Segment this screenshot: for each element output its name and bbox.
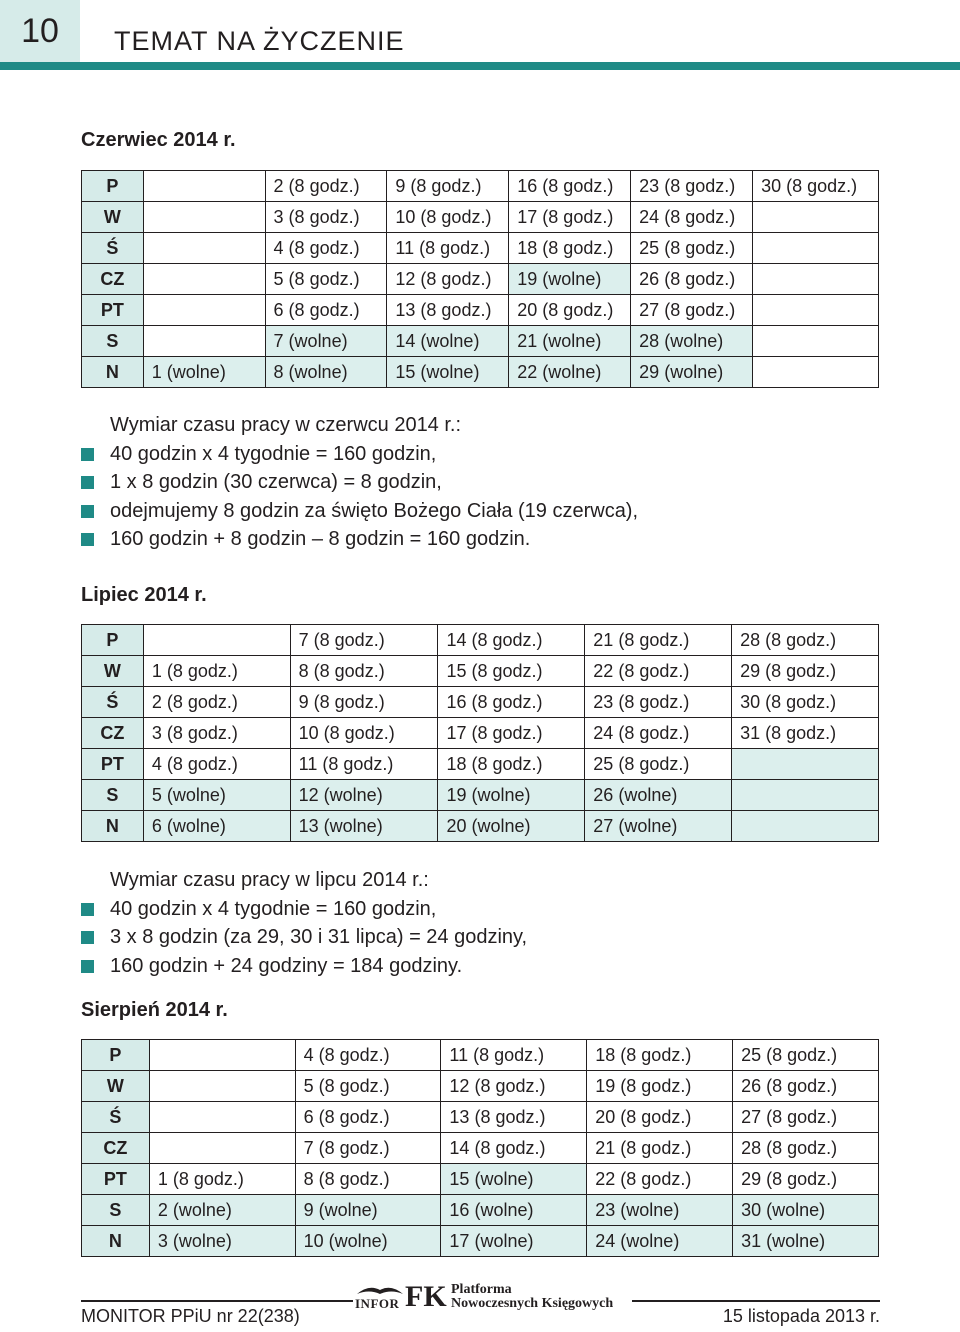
day-cell: 19 (8 godz.): [587, 1071, 733, 1102]
summary-item-text: 160 godzin + 24 godziny = 184 godziny.: [110, 954, 463, 977]
day-cell: [143, 326, 265, 357]
day-cell: 27 (8 godz.): [733, 1102, 879, 1133]
day-cell: 8 (wolne): [265, 357, 387, 388]
day-cell: 26 (8 godz.): [733, 1071, 879, 1102]
day-cell: 17 (8 godz.): [438, 718, 585, 749]
day-cell: 2 (8 godz.): [143, 687, 290, 718]
day-cell: [753, 233, 879, 264]
day-cell: 7 (wolne): [265, 326, 387, 357]
day-cell: 10 (8 godz.): [387, 202, 509, 233]
table-row: [82, 264, 879, 295]
weekday-label: N: [82, 1226, 150, 1257]
summary-heading: Wymiar czasu pracy w lipcu 2014 r.:: [110, 869, 429, 891]
weekday-label: PT: [82, 295, 144, 326]
logo-line2: Nowoczesnych Księgowych: [451, 1296, 614, 1311]
august-calendar-table: [81, 1039, 879, 1257]
table-row: [82, 1071, 879, 1102]
day-cell: 16 (8 godz.): [438, 687, 585, 718]
square-bullet-icon: [81, 505, 94, 518]
table-row: [82, 326, 879, 357]
day-cell: 1 (8 godz.): [149, 1164, 295, 1195]
day-cell: 21 (8 godz.): [587, 1133, 733, 1164]
day-cell: 1 (wolne): [143, 357, 265, 388]
day-cell: 18 (8 godz.): [587, 1040, 733, 1071]
summary-item: [81, 923, 527, 952]
day-cell: [753, 326, 879, 357]
table-row: [82, 625, 879, 656]
day-cell: 17 (wolne): [441, 1226, 587, 1257]
day-cell: [149, 1102, 295, 1133]
day-cell: 22 (8 godz.): [587, 1164, 733, 1195]
day-cell: 20 (8 godz.): [587, 1102, 733, 1133]
logo-line1: Platforma: [451, 1282, 512, 1297]
day-cell: 23 (wolne): [587, 1195, 733, 1226]
footer-rule-right: [632, 1300, 880, 1302]
june-summary: [81, 411, 638, 554]
day-cell: 22 (8 godz.): [585, 656, 732, 687]
day-cell: 25 (8 godz.): [585, 749, 732, 780]
day-cell: 30 (wolne): [733, 1195, 879, 1226]
day-cell: 11 (8 godz.): [441, 1040, 587, 1071]
summary-item: [81, 468, 638, 497]
day-cell: 11 (8 godz.): [290, 749, 438, 780]
day-cell: [732, 780, 879, 811]
august-title: Sierpień 2014 r.: [81, 999, 228, 1021]
footer-date: 15 listopada 2013 r.: [722, 1306, 880, 1326]
table-row: [82, 171, 879, 202]
day-cell: [143, 264, 265, 295]
day-cell: 24 (8 godz.): [631, 202, 753, 233]
table-row: [82, 811, 879, 842]
day-cell: 29 (8 godz.): [733, 1164, 879, 1195]
day-cell: 26 (8 godz.): [631, 264, 753, 295]
day-cell: 3 (8 godz.): [265, 202, 387, 233]
weekday-label: CZ: [82, 1133, 150, 1164]
day-cell: 15 (wolne): [441, 1164, 587, 1195]
weekday-label: N: [82, 811, 144, 842]
weekday-label: W: [82, 1071, 150, 1102]
day-cell: [753, 264, 879, 295]
table-row: [82, 687, 879, 718]
table-row: [82, 656, 879, 687]
day-cell: [143, 171, 265, 202]
logo-infor-text: INFOR: [355, 1296, 400, 1311]
day-cell: [753, 295, 879, 326]
day-cell: 23 (8 godz.): [585, 687, 732, 718]
weekday-label: S: [82, 326, 144, 357]
day-cell: 5 (wolne): [143, 780, 290, 811]
day-cell: 8 (8 godz.): [295, 1164, 441, 1195]
june-title: Czerwiec 2014 r.: [81, 129, 236, 151]
summary-item: [81, 497, 638, 526]
day-cell: [143, 295, 265, 326]
day-cell: 29 (wolne): [631, 357, 753, 388]
day-cell: 2 (wolne): [149, 1195, 295, 1226]
day-cell: 21 (8 godz.): [585, 625, 732, 656]
day-cell: 16 (8 godz.): [509, 171, 631, 202]
day-cell: 11 (8 godz.): [387, 233, 509, 264]
weekday-label: P: [82, 1040, 150, 1071]
day-cell: 28 (wolne): [631, 326, 753, 357]
day-cell: 13 (8 godz.): [387, 295, 509, 326]
day-cell: 19 (wolne): [438, 780, 585, 811]
summary-item-text: 1 x 8 godzin (30 czerwca) = 8 godzin,: [110, 471, 442, 493]
table-row: [82, 202, 879, 233]
day-cell: [753, 202, 879, 233]
table-row: [82, 780, 879, 811]
day-cell: 2 (8 godz.): [265, 171, 387, 202]
day-cell: 30 (8 godz.): [753, 171, 879, 202]
day-cell: 9 (8 godz.): [387, 171, 509, 202]
day-cell: 4 (8 godz.): [295, 1040, 441, 1071]
day-cell: 24 (wolne): [587, 1226, 733, 1257]
day-cell: [149, 1133, 295, 1164]
day-cell: 5 (8 godz.): [265, 264, 387, 295]
square-bullet-icon: [81, 448, 94, 461]
day-cell: 20 (8 godz.): [509, 295, 631, 326]
day-cell: 4 (8 godz.): [143, 749, 290, 780]
table-row: [82, 295, 879, 326]
table-row: [82, 1133, 879, 1164]
footer-rule-left: [81, 1300, 353, 1302]
square-bullet-icon: [81, 533, 94, 546]
table-row: [82, 1102, 879, 1133]
july-summary: [81, 866, 527, 980]
day-cell: 31 (wolne): [733, 1226, 879, 1257]
july-calendar-table: [81, 624, 879, 842]
day-cell: 27 (wolne): [585, 811, 732, 842]
day-cell: 7 (8 godz.): [290, 625, 438, 656]
day-cell: 19 (wolne): [509, 264, 631, 295]
weekday-label: S: [82, 780, 144, 811]
infor-fk-logo: [355, 1282, 630, 1314]
summary-item: [81, 952, 527, 981]
summary-item-text: 3 x 8 godzin (za 29, 30 i 31 lipca) = 24 godziny,: [110, 926, 528, 948]
day-cell: 28 (8 godz.): [733, 1133, 879, 1164]
weekday-label: CZ: [82, 264, 144, 295]
day-cell: 10 (8 godz.): [290, 718, 438, 749]
day-cell: [753, 357, 879, 388]
day-cell: 15 (wolne): [387, 357, 509, 388]
day-cell: 6 (8 godz.): [265, 295, 387, 326]
weekday-label: W: [82, 656, 144, 687]
day-cell: 12 (wolne): [290, 780, 438, 811]
day-cell: 20 (wolne): [438, 811, 585, 842]
day-cell: [732, 811, 879, 842]
summary-item-text: odejmujemy 8 godzin za święto Bożego Ciała (19 czerwca),: [110, 499, 639, 522]
day-cell: 27 (8 godz.): [631, 295, 753, 326]
day-cell: 25 (8 godz.): [733, 1040, 879, 1071]
day-cell: 16 (wolne): [441, 1195, 587, 1226]
day-cell: [143, 202, 265, 233]
day-cell: 6 (8 godz.): [295, 1102, 441, 1133]
table-row: [82, 1195, 879, 1226]
weekday-label: P: [82, 171, 144, 202]
day-cell: 30 (8 godz.): [732, 687, 879, 718]
summary-item-text: 40 godzin x 4 tygodnie = 160 godzin,: [110, 442, 437, 465]
day-cell: 22 (wolne): [509, 357, 631, 388]
summary-heading: Wymiar czasu pracy w czerwcu 2014 r.:: [110, 414, 462, 436]
day-cell: 12 (8 godz.): [441, 1071, 587, 1102]
day-cell: 23 (8 godz.): [631, 171, 753, 202]
weekday-label: Ś: [82, 1102, 150, 1133]
weekday-label: N: [82, 357, 144, 388]
weekday-label: Ś: [82, 687, 144, 718]
day-cell: 18 (8 godz.): [509, 233, 631, 264]
page-number: 10: [0, 0, 80, 62]
day-cell: [143, 233, 265, 264]
day-cell: 14 (8 godz.): [441, 1133, 587, 1164]
square-bullet-icon: [81, 931, 94, 944]
day-cell: 26 (wolne): [585, 780, 732, 811]
weekday-label: PT: [82, 749, 144, 780]
day-cell: 8 (8 godz.): [290, 656, 438, 687]
square-bullet-icon: [81, 476, 94, 489]
day-cell: 9 (8 godz.): [290, 687, 438, 718]
day-cell: 25 (8 godz.): [631, 233, 753, 264]
day-cell: 5 (8 godz.): [295, 1071, 441, 1102]
day-cell: 29 (8 godz.): [732, 656, 879, 687]
page-title: TEMAT NA ŻYCZENIE: [114, 26, 405, 56]
day-cell: 24 (8 godz.): [585, 718, 732, 749]
weekday-label: Ś: [82, 233, 144, 264]
day-cell: 13 (wolne): [290, 811, 438, 842]
day-cell: 28 (8 godz.): [732, 625, 879, 656]
summary-item: [81, 440, 638, 469]
logo-fk-text: FK: [405, 1280, 447, 1313]
day-cell: 4 (8 godz.): [265, 233, 387, 264]
day-cell: [149, 1040, 295, 1071]
day-cell: 17 (8 godz.): [509, 202, 631, 233]
table-row: [82, 1226, 879, 1257]
day-cell: 13 (8 godz.): [441, 1102, 587, 1133]
weekday-label: P: [82, 625, 144, 656]
day-cell: 12 (8 godz.): [387, 264, 509, 295]
day-cell: [149, 1071, 295, 1102]
summary-item: [81, 895, 527, 924]
table-row: [82, 749, 879, 780]
table-row: [82, 233, 879, 264]
table-row: [82, 1164, 879, 1195]
day-cell: 18 (8 godz.): [438, 749, 585, 780]
header-rule: [0, 62, 960, 70]
day-cell: 3 (wolne): [149, 1226, 295, 1257]
day-cell: 10 (wolne): [295, 1226, 441, 1257]
july-title: Lipiec 2014 r.: [81, 584, 207, 606]
day-cell: 9 (wolne): [295, 1195, 441, 1226]
day-cell: 15 (8 godz.): [438, 656, 585, 687]
weekday-label: CZ: [82, 718, 144, 749]
day-cell: 21 (wolne): [509, 326, 631, 357]
table-row: [82, 1040, 879, 1071]
table-row: [82, 718, 879, 749]
june-calendar-table: [81, 170, 879, 388]
day-cell: [732, 749, 879, 780]
summary-item-text: 160 godzin + 8 godzin – 8 godzin = 160 godzin.: [110, 528, 531, 550]
day-cell: 31 (8 godz.): [732, 718, 879, 749]
day-cell: 7 (8 godz.): [295, 1133, 441, 1164]
table-row: [82, 357, 879, 388]
day-cell: 6 (wolne): [143, 811, 290, 842]
day-cell: 14 (wolne): [387, 326, 509, 357]
footer-issue: MONITOR PPiU nr 22(238): [81, 1306, 300, 1326]
weekday-label: S: [82, 1195, 150, 1226]
square-bullet-icon: [81, 960, 94, 973]
day-cell: 1 (8 godz.): [143, 656, 290, 687]
day-cell: 14 (8 godz.): [438, 625, 585, 656]
day-cell: [143, 625, 290, 656]
summary-item-text: 40 godzin x 4 tygodnie = 160 godzin,: [110, 897, 437, 920]
summary-item: [81, 525, 638, 554]
weekday-label: W: [82, 202, 144, 233]
day-cell: 3 (8 godz.): [143, 718, 290, 749]
weekday-label: PT: [82, 1164, 150, 1195]
square-bullet-icon: [81, 903, 94, 916]
